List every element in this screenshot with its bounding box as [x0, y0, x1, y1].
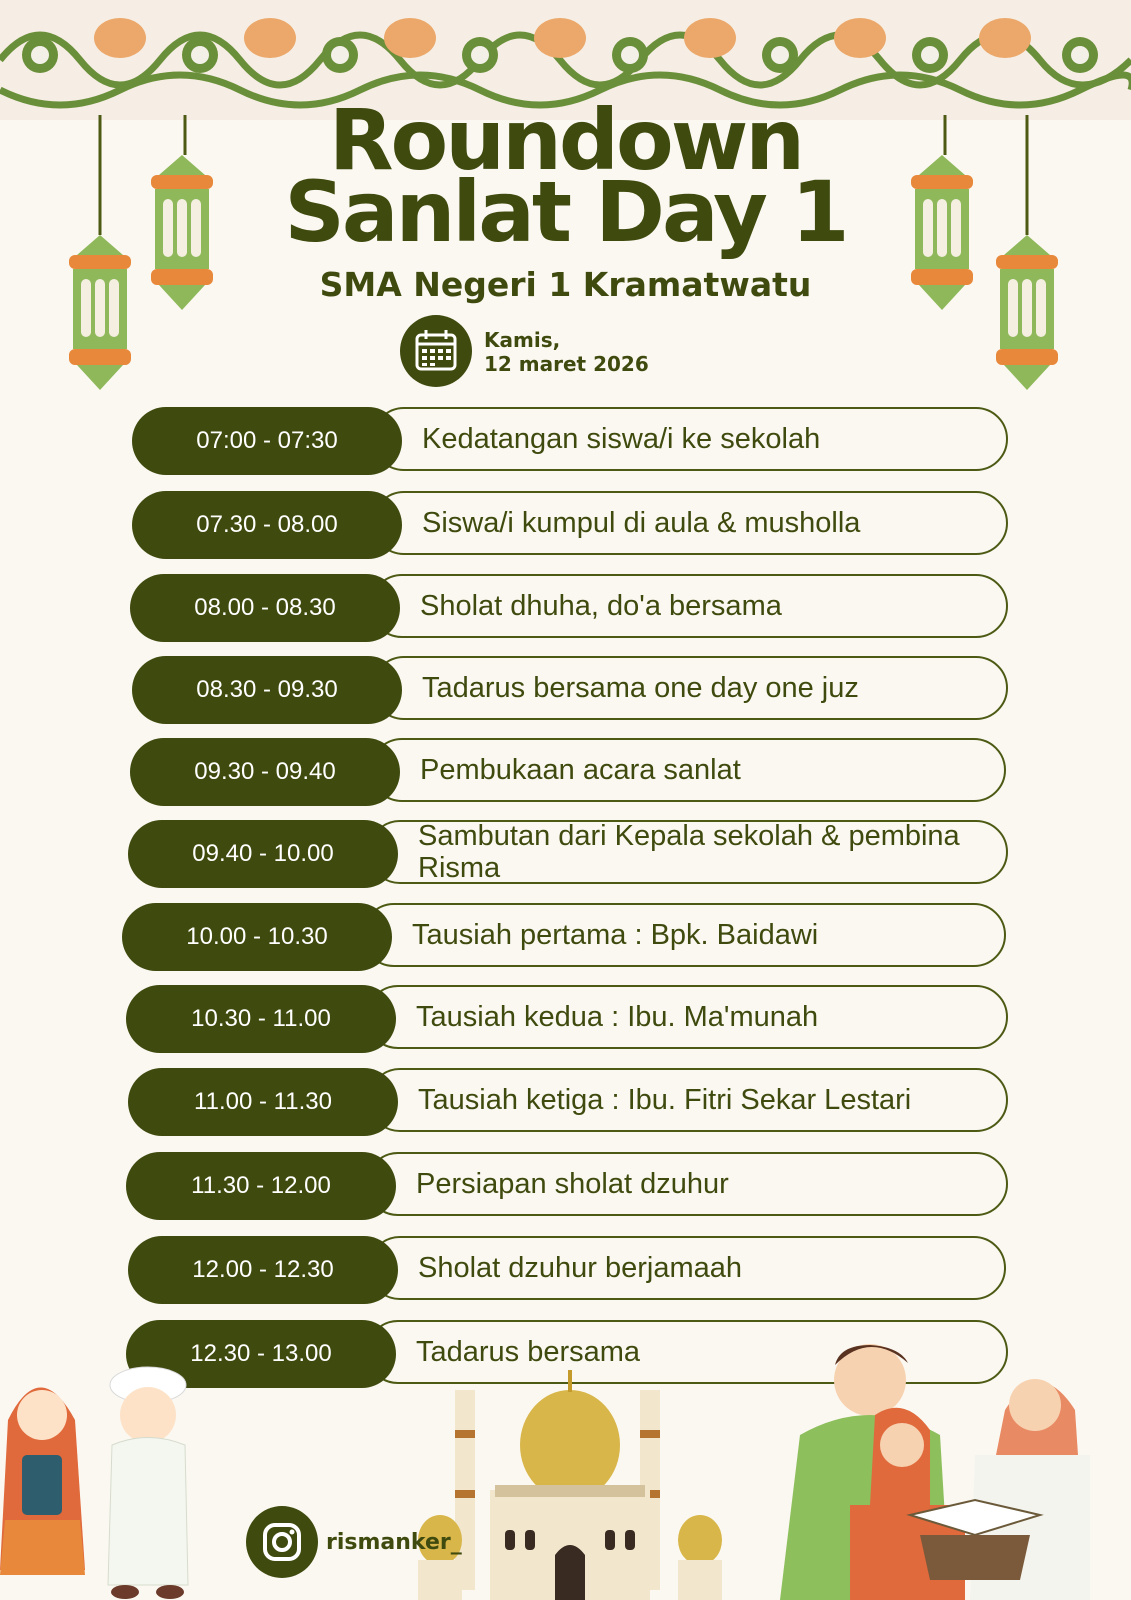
schedule-row [122, 903, 1006, 967]
schedule-time: 09.30 - 09.40 [130, 738, 400, 806]
schedule-row [128, 1236, 1006, 1300]
schedule-row [126, 985, 1008, 1049]
schedule-activity: Tadarus bersama one day one juz [422, 672, 859, 704]
calendar-icon [400, 315, 472, 387]
school-name: SMA Negeri 1 Kramatwatu [319, 265, 812, 304]
schedule-activity: Sholat dzuhur berjamaah [418, 1252, 743, 1284]
schedule-row [132, 407, 1008, 471]
instagram-icon [246, 1506, 318, 1578]
instagram-handle[interactable]: rismanker_ [326, 1530, 462, 1555]
mosque-illustration [410, 1370, 730, 1600]
schedule-time: 08.30 - 09.30 [132, 656, 402, 724]
schedule-activity: Tadarus bersama [416, 1336, 641, 1368]
calendar-badge [400, 315, 472, 387]
schedule-row [128, 820, 1008, 884]
schedule-row [130, 574, 1008, 638]
schedule-activity: Siswa/i kumpul di aula & musholla [422, 507, 861, 539]
schedule-activity: Sambutan dari Kepala sekolah & pembina Risma [418, 820, 960, 884]
schedule-time: 10.00 - 10.30 [122, 903, 392, 971]
schedule-row [126, 1152, 1008, 1216]
schedule-time: 07:00 - 07:30 [132, 407, 402, 475]
schedule-row [132, 491, 1008, 555]
schedule-row [132, 656, 1008, 720]
schedule-activity: Kedatangan siswa/i ke sekolah [422, 423, 821, 455]
children-illustration [0, 1360, 200, 1600]
schedule-row [128, 1068, 1008, 1132]
schedule-time: 08.00 - 08.30 [130, 574, 400, 642]
schedule-time: 07.30 - 08.00 [132, 491, 402, 559]
schedule-time: 11.00 - 11.30 [128, 1068, 398, 1136]
schedule-activity: Tausiah pertama : Bpk. Baidawi [412, 919, 819, 951]
schedule-time: 11.30 - 12.00 [126, 1152, 396, 1220]
date-full: 12 maret 2026 [484, 352, 649, 376]
schedule-activity: Tausiah ketiga : Ibu. Fitri Sekar Lestari [418, 1084, 912, 1116]
schedule-time: 09.40 - 10.00 [128, 820, 398, 888]
page-title-line1: Roundown [328, 91, 803, 189]
schedule-activity: Tausiah kedua : Ibu. Ma'munah [416, 1001, 819, 1033]
family-reading-illustration [780, 1335, 1131, 1600]
schedule-activity: Pembukaan acara sanlat [420, 754, 741, 786]
instagram-badge[interactable] [246, 1506, 318, 1578]
schedule-time: 10.30 - 11.00 [126, 985, 396, 1053]
date-day: Kamis, [484, 328, 561, 352]
schedule-time: 12.00 - 12.30 [128, 1236, 398, 1304]
schedule-activity: Sholat dhuha, do'a bersama [420, 590, 782, 622]
schedule-time: 12.30 - 13.00 [126, 1320, 396, 1388]
schedule-activity: Persiapan sholat dzuhur [416, 1168, 729, 1200]
schedule-row [130, 738, 1006, 802]
page-title-line2: Sanlat Day 1 [284, 163, 847, 261]
